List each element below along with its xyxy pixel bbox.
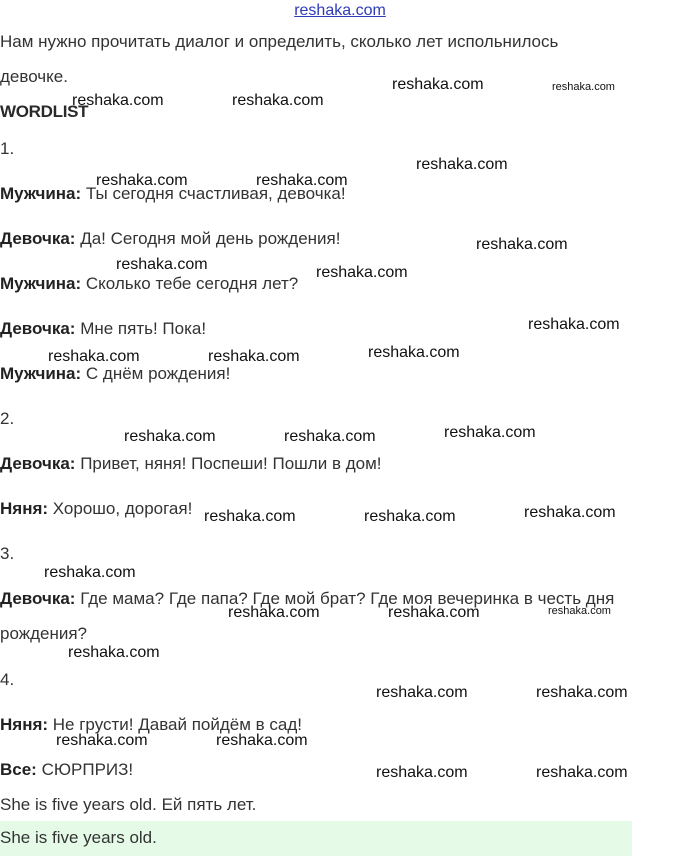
dialogue-text: Сколько тебе сегодня лет? xyxy=(81,274,299,293)
watermark: reshaka.com xyxy=(56,732,148,749)
watermark: reshaka.com xyxy=(416,156,508,173)
speaker-label: Девочка: xyxy=(0,319,76,338)
section-number: 4. xyxy=(0,670,15,689)
dialogue-text: Мне пять! Пока! xyxy=(75,319,207,338)
dialogue-text: Да! Сегодня мой день рождения! xyxy=(75,229,341,248)
wordlist-heading: WORDLIST xyxy=(0,102,89,121)
watermark: reshaka.com xyxy=(124,428,216,445)
watermark: reshaka.com xyxy=(552,81,615,93)
watermark: reshaka.com xyxy=(536,684,628,701)
speaker-label: Мужчина: xyxy=(0,184,82,203)
watermark: reshaka.com xyxy=(392,76,484,93)
speaker-label: Девочка: xyxy=(0,229,76,248)
dialogue-line-continuation xyxy=(0,624,87,644)
watermark: reshaka.com xyxy=(528,316,620,333)
speaker-label: Мужчина: xyxy=(0,364,82,383)
watermark: reshaka.com xyxy=(376,764,468,781)
dialogue-text: Хорошо, дорогая! xyxy=(48,499,193,518)
section-number: 2. xyxy=(0,409,15,428)
watermark: reshaka.com xyxy=(68,644,160,661)
dialogue-text: Где мама? Где папа? Где мой брат? Где моя вечеринка в честь дня xyxy=(75,589,615,608)
dialogue-text: СЮРПРИЗ! xyxy=(36,760,134,779)
watermark: reshaka.com xyxy=(376,684,468,701)
watermark: reshaka.com xyxy=(96,172,188,189)
watermark: reshaka.com xyxy=(444,424,536,441)
site-link[interactable]: reshaka.com xyxy=(294,2,386,19)
speaker-label: Няня: xyxy=(0,715,49,734)
watermark: reshaka.com xyxy=(536,764,628,781)
watermark: reshaka.com xyxy=(204,508,296,525)
dialogue-line xyxy=(0,454,381,474)
dialogue-line xyxy=(0,499,192,519)
speaker-label: Девочка: xyxy=(0,589,76,608)
watermark: reshaka.com xyxy=(316,264,408,281)
watermark: reshaka.com xyxy=(208,348,300,365)
section-number: 1. xyxy=(0,139,15,158)
translation-line: She is five years old. Ей пять лет. xyxy=(0,795,257,814)
dialogue-text: С днём рождения! xyxy=(81,364,231,383)
speaker-label: Няня: xyxy=(0,499,49,518)
dialogue-line xyxy=(0,760,133,780)
speaker-label: Мужчина: xyxy=(0,274,82,293)
watermark: reshaka.com xyxy=(284,428,376,445)
watermark: reshaka.com xyxy=(48,348,140,365)
watermark: reshaka.com xyxy=(364,508,456,525)
intro-line-1: Нам нужно прочитать диалог и определить, сколько лет испольнилось xyxy=(0,32,559,51)
watermark: reshaka.com xyxy=(232,92,324,109)
watermark: reshaka.com xyxy=(368,344,460,361)
speaker-label: Все: xyxy=(0,760,37,779)
intro-line-2: девочке. xyxy=(0,67,68,86)
speaker-label: Девочка: xyxy=(0,454,76,473)
answer-text: She is five years old. xyxy=(0,828,157,847)
dialogue-text: рождения? xyxy=(0,624,88,643)
watermark: reshaka.com xyxy=(72,92,164,109)
watermark: reshaka.com xyxy=(116,256,208,273)
watermark: reshaka.com xyxy=(44,564,136,581)
dialogue-line xyxy=(0,364,230,384)
dialogue-line xyxy=(0,319,206,339)
dialogue-text: Привет, няня! Поспеши! Пошли в дом! xyxy=(75,454,382,473)
watermark: reshaka.com xyxy=(216,732,308,749)
section-number: 3. xyxy=(0,544,15,563)
watermark: reshaka.com xyxy=(388,604,480,621)
watermark: reshaka.com xyxy=(476,236,568,253)
dialogue-text: Ты сегодня счастливая, девочка! xyxy=(81,184,346,203)
dialogue-text: Не грусти! Давай пойдём в сад! xyxy=(48,715,303,734)
watermark: reshaka.com xyxy=(228,604,320,621)
watermark: reshaka.com xyxy=(256,172,348,189)
dialogue-line xyxy=(0,274,298,294)
watermark: reshaka.com xyxy=(548,605,611,617)
dialogue-line xyxy=(0,229,340,249)
watermark: reshaka.com xyxy=(524,504,616,521)
